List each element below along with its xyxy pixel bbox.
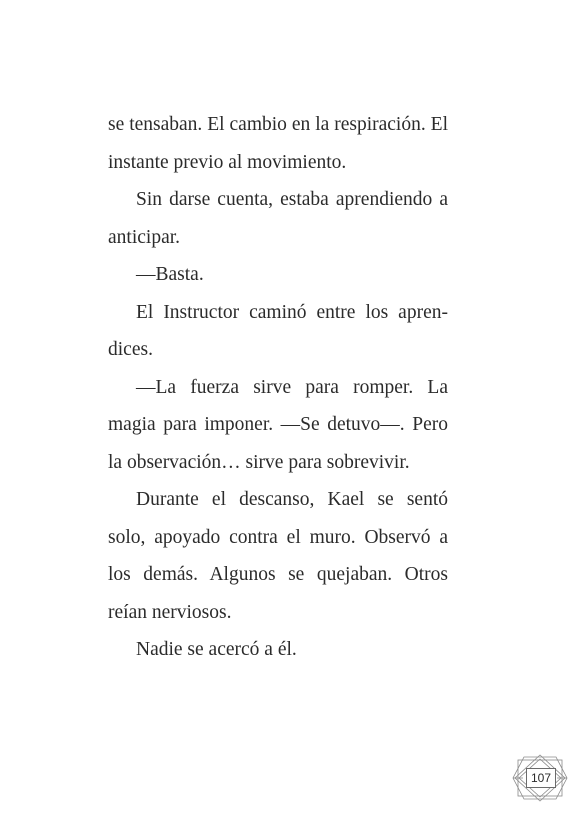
dialogue-paragraph: —La fuerza sirve para romper. La magia para imponer. —Se detuvo—. Pero la observación… sirve para sobrevivir. <box>108 376 448 473</box>
paragraph-continuation: se tensaban. El cambio en la respiración. El instante previo al movimiento. <box>108 114 448 173</box>
paragraph: Sin darse cuenta, estaba aprendiendo a anticipar. <box>108 189 448 248</box>
body-text <box>108 106 448 669</box>
page-number-ornament <box>510 754 570 802</box>
paragraph: Durante el descanso, Kael se sentó solo, apoyado contra el muro. Observó a los demás. Algunos se quejaban. Otros reían nerviosos. <box>108 489 448 623</box>
paragraph: El Instructor caminó entre los aprendices. <box>108 301 448 360</box>
dialogue-paragraph: —Basta. <box>136 264 204 285</box>
page-number: 107 <box>526 768 556 788</box>
paragraph: Nadie se acercó a él. <box>136 639 297 660</box>
